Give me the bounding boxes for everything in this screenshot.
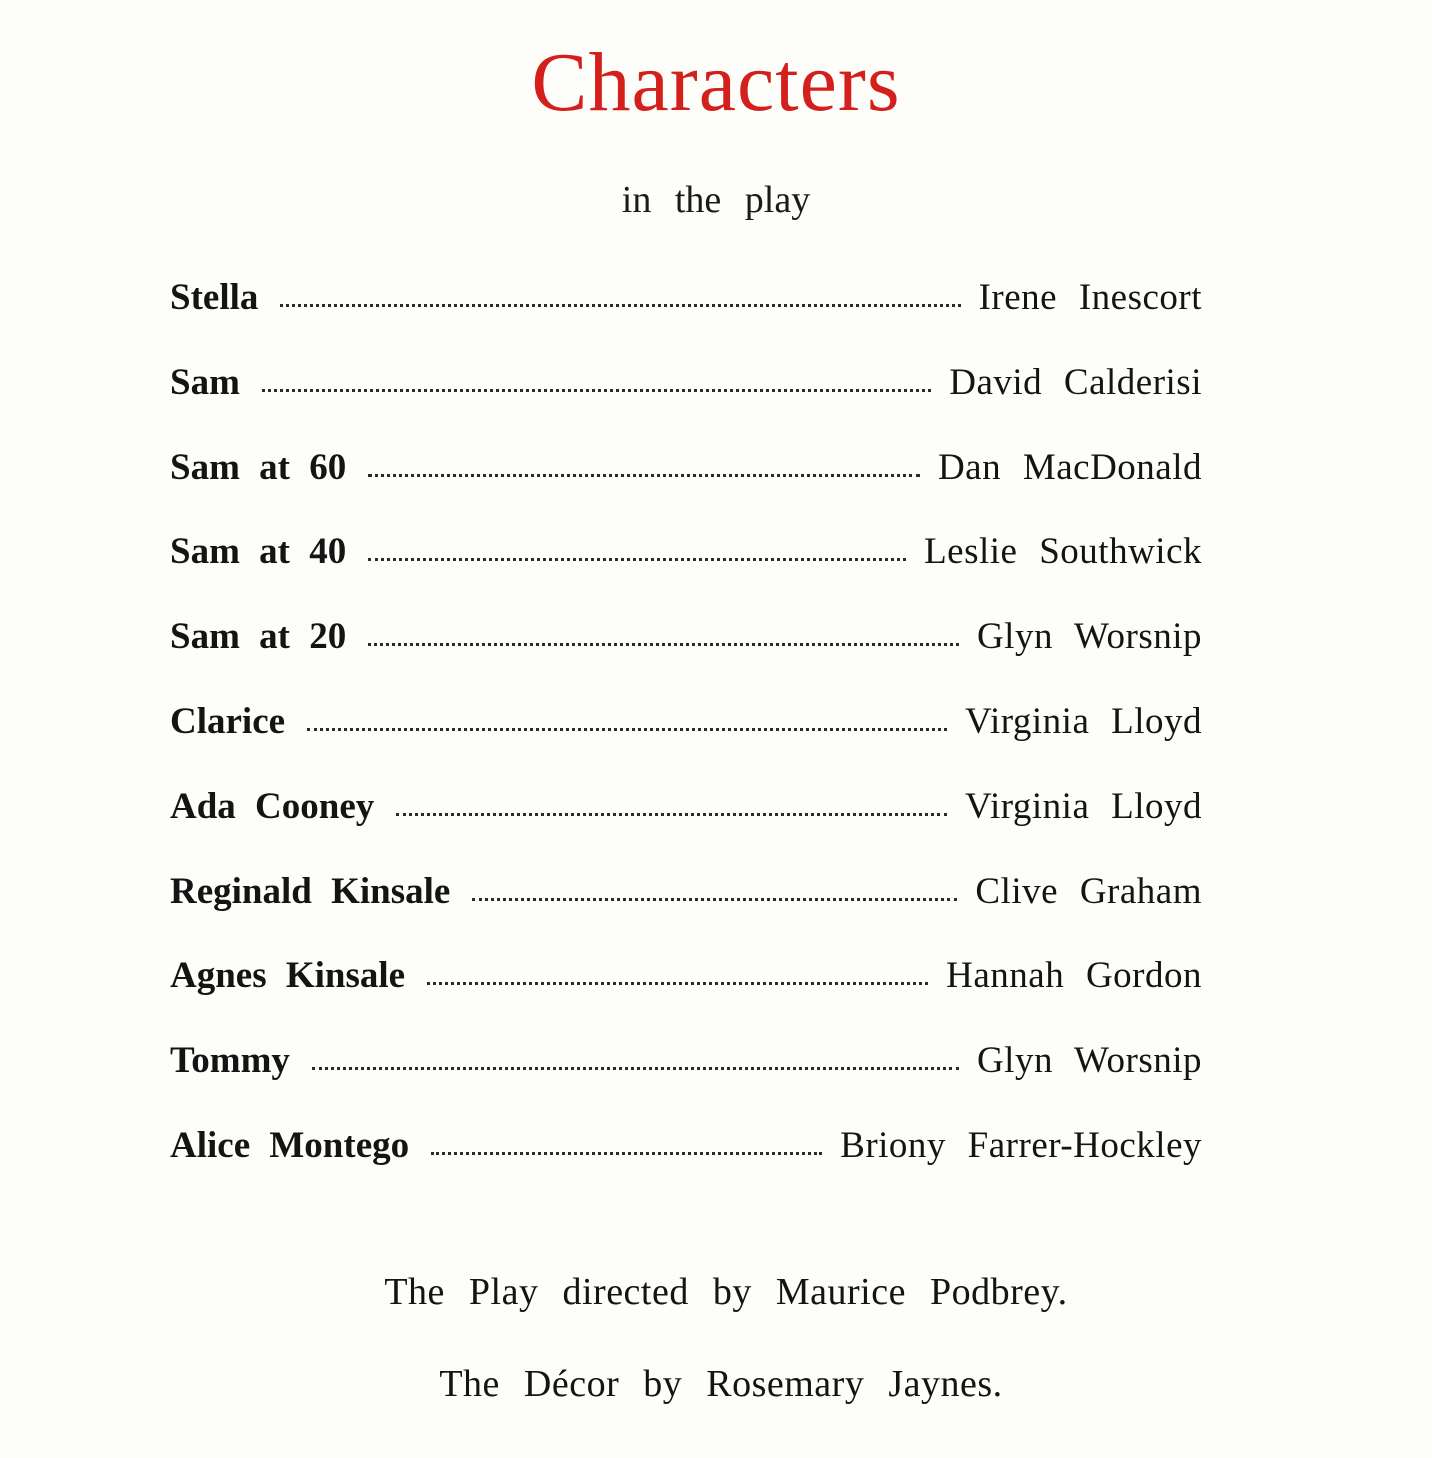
cast-row <box>170 595 1202 680</box>
cast-row <box>170 680 1202 765</box>
cast-row <box>170 1019 1202 1104</box>
decor-credit: The Décor by Rosemary Jaynes. <box>439 1363 1003 1405</box>
character-name: Sam at 20 <box>170 616 347 658</box>
actor-name: David Calderisi <box>949 361 1202 403</box>
actor-name: Virginia Lloyd <box>964 785 1202 827</box>
actor-name: Leslie Southwick <box>924 531 1202 573</box>
dot-leader <box>472 898 957 901</box>
cast-row <box>170 256 1202 341</box>
character-name: Sam at 40 <box>170 531 347 573</box>
character-name: Sam at 60 <box>170 446 347 488</box>
dot-leader <box>427 982 928 985</box>
cast-row <box>170 934 1202 1019</box>
character-name: Stella <box>170 277 259 318</box>
dot-leader <box>312 1067 959 1070</box>
character-name: Agnes Kinsale <box>170 955 406 997</box>
cast-row <box>170 1104 1202 1189</box>
director-credit: The Play directed by Maurice Podbrey. <box>384 1271 1068 1313</box>
cast-list <box>170 256 1202 1189</box>
actor-name: Dan MacDonald <box>937 446 1202 488</box>
character-name: Reginald Kinsale <box>170 870 451 912</box>
cast-row <box>170 341 1202 426</box>
character-name: Tommy <box>170 1040 290 1082</box>
actor-name: Hannah Gordon <box>946 955 1202 997</box>
actor-name: Virginia Lloyd <box>964 700 1202 742</box>
character-name: Clarice <box>170 700 286 742</box>
actor-name: Irene Inescort <box>978 277 1202 318</box>
character-name: Alice Montego <box>170 1124 410 1166</box>
page-title: Characters <box>531 36 901 129</box>
cast-row <box>170 850 1202 935</box>
dot-leader <box>262 389 931 392</box>
actor-name: Briony Farrer-Hockley <box>840 1124 1202 1166</box>
cast-row <box>170 426 1202 511</box>
page-subtitle: in the play <box>621 179 811 221</box>
cast-row <box>170 765 1202 850</box>
dot-leader <box>280 304 960 307</box>
actor-name: Glyn Worsnip <box>976 616 1202 658</box>
cast-row <box>170 510 1202 595</box>
actor-name: Glyn Worsnip <box>976 1040 1202 1082</box>
dot-leader <box>307 728 947 731</box>
dot-leader <box>368 558 906 561</box>
dot-leader <box>368 474 920 477</box>
actor-name: Clive Graham <box>975 870 1202 912</box>
character-name: Sam <box>170 361 240 403</box>
character-name: Ada Cooney <box>170 785 375 827</box>
dot-leader <box>396 813 947 816</box>
dot-leader <box>431 1152 822 1155</box>
dot-leader <box>368 643 959 646</box>
